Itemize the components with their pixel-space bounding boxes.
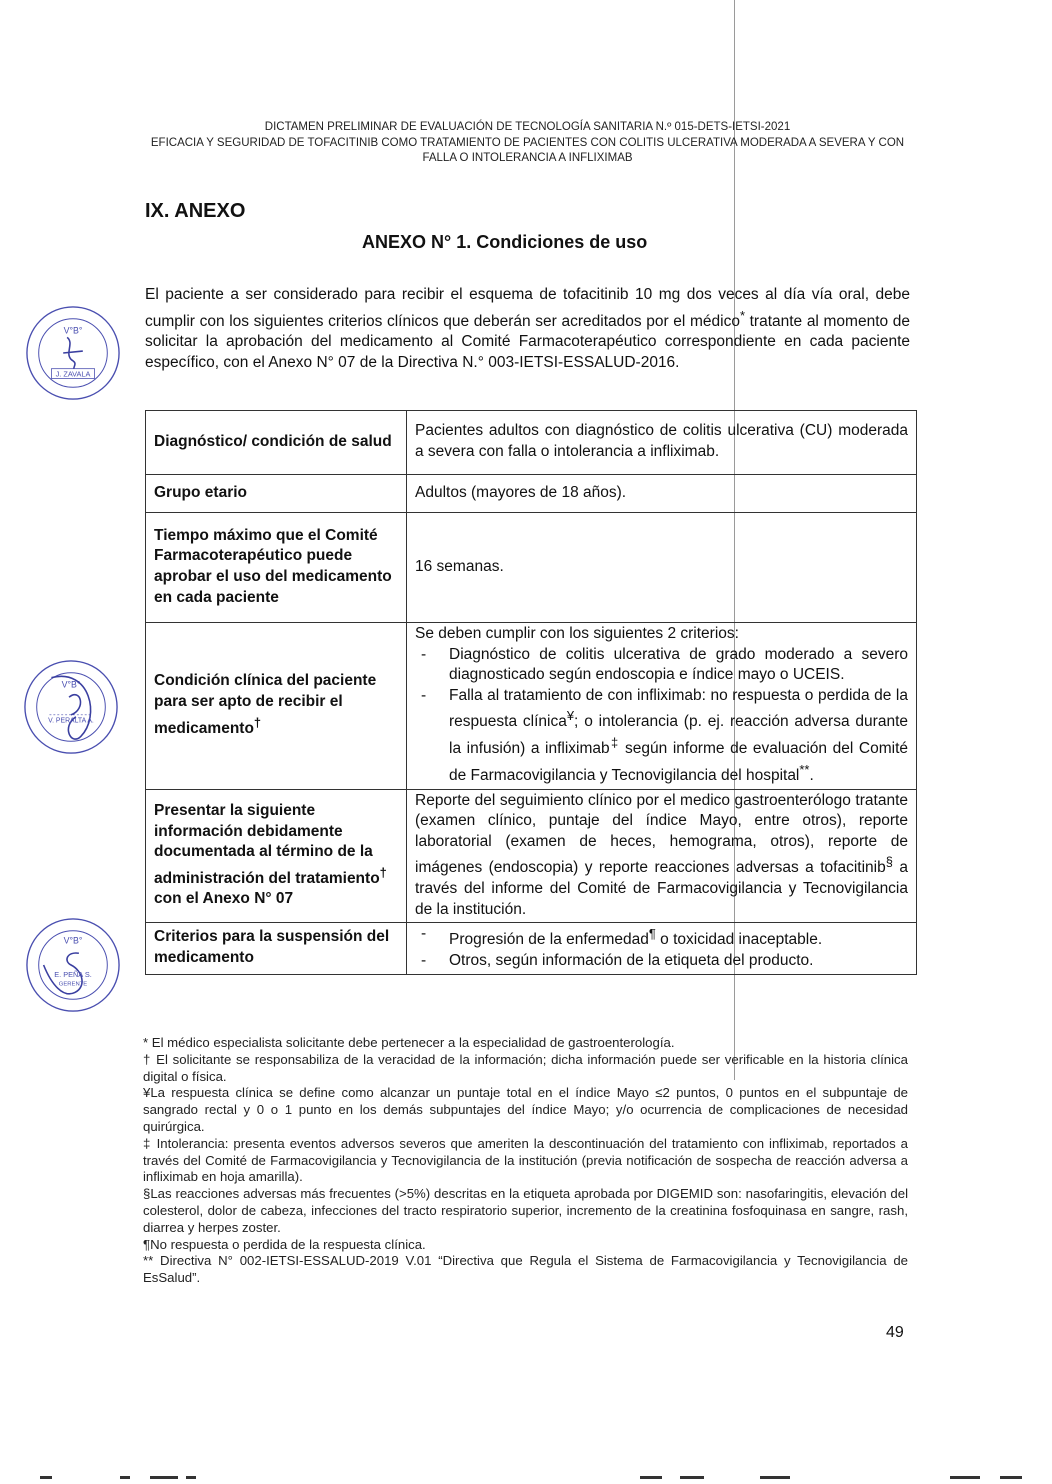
- footnote: † El solicitante se responsabiliza de la veracidad de la información; dicha información puede ser verificable en la historia clínica digital o física.: [143, 1051, 908, 1084]
- conditions-table: [145, 410, 917, 975]
- item-text: Falla al tratamiento de con infliximab: no respuesta o perdida de la respuesta clínica: [449, 686, 908, 731]
- row-value-text: a través del informe del Comité de Farmacovigilancia y Tecnovigilancia de la institución.: [415, 859, 908, 918]
- stamp-vb: V°B°: [63, 325, 83, 336]
- stamp-name: V. PERALTA A.: [48, 717, 94, 725]
- row-value: [407, 789, 917, 923]
- list-item: - Diagnóstico de colitis ulcerativa de grado moderado a severo diagnosticado según endoscopia e índice mayo o UCEIS.: [415, 645, 908, 686]
- stamp-vb: V°B°: [63, 935, 83, 946]
- intro-part-1: El paciente a ser considerado para recibir el esquema de tofacitinib 10 mg dos veces al día vía oral, debe cumplir con los siguientes criterios clínicos que deberán ser acreditados por el médico: [145, 286, 910, 330]
- table-row: [146, 475, 917, 513]
- header-line-1: DICTAMEN PRELIMINAR DE EVALUACIÓN DE TECNOLOGÍA SANITARIA N.º 015-DETS-IETSI-2021: [264, 121, 791, 133]
- row-label: Criterios para la suspensión del medicamento: [146, 923, 407, 974]
- header-line-2: EFICACIA Y SEGURIDAD DE TOFACITINIB COMO TRATAMIENTO DE PACIENTES CON COLITIS ULCERATIVA MODERADA A SEVERA Y CON: [150, 136, 905, 149]
- document-header: [140, 120, 915, 167]
- item-text: o toxicidad inaceptable.: [655, 931, 823, 949]
- row-value-text: Reporte del seguimiento clínico por el medico gastroenterólogo tratante (examen clínico, puntaje del índice Mayo, entre otros), reporte laboratorial (examen de heces, hemograma, otros), reporte de imágenes (endoscopia) y reporte reacciones adversas a tofacitinib: [415, 791, 908, 877]
- footnote-mark: †: [379, 864, 387, 880]
- page-number: 49: [886, 1324, 904, 1341]
- stamp-seal-icon: [24, 304, 122, 402]
- footnotes: [143, 1035, 908, 1287]
- stamp-seal-icon: [22, 658, 120, 756]
- scan-bottom-marks: [0, 1472, 1052, 1484]
- footnote-mark: §: [885, 854, 893, 870]
- footnote-mark: **: [799, 761, 810, 777]
- row-value: [407, 623, 917, 790]
- footnote-mark: †: [253, 714, 262, 730]
- list-item: [415, 686, 908, 787]
- approval-stamp-peralta: [22, 658, 120, 756]
- header-line-3: FALLA O INTOLERANCIA A INFLIXIMAB: [422, 152, 633, 164]
- intro-footnote-mark: *: [739, 307, 745, 323]
- row-value: 16 semanas.: [407, 513, 917, 623]
- table-row: [146, 923, 917, 974]
- table-row: [146, 411, 917, 475]
- table-row: [146, 623, 917, 790]
- stamp-name: J. ZAVALA: [55, 369, 91, 379]
- row-label-text: con el Anexo N° 07: [154, 890, 294, 908]
- stamp-role: GERENTE: [58, 981, 88, 988]
- item-text: ; o intolerancia (p. ej. reacción adversa durante la infusión) a infliximab: [449, 713, 908, 758]
- annex-title: ANEXO N° 1. Condiciones de uso: [362, 232, 648, 252]
- footnote: ¥La respuesta clínica se define como alcanzar un puntaje total en el índice Mayo ≤2 puntos, 0 puntos en el subpuntaje de sangrado rectal y 0 o 1 punto en los demás subpuntajes del índice Mayo; y/o ocurrencia de complicaciones de necesidad quirúrgica.: [143, 1085, 908, 1134]
- row-value: [407, 923, 917, 974]
- footnote: * El médico especialista solicitante debe pertenecer a la especialidad de gastroenterología.: [143, 1035, 675, 1050]
- stamp-name: E. PEÑA S.: [54, 969, 92, 979]
- approval-stamp-zavala: [24, 304, 122, 402]
- item-text: según informe de evaluación del Comité de Farmacovigilancia y Tecnovigilancia del hospital: [449, 740, 908, 785]
- row-label: Grupo etario: [146, 475, 407, 513]
- approval-stamp-pena: [24, 916, 122, 1014]
- footnote: ** Directiva N° 002-IETSI-ESSALUD-2019 V.01 “Directiva que Regula el Sistema de Farmacovigilancia y Tecnovigilancia de EsSalud”.: [143, 1253, 908, 1286]
- table-row: [146, 513, 917, 623]
- criteria-list: [415, 645, 908, 787]
- row-label: [146, 789, 407, 923]
- footnote-mark: ‡: [609, 735, 620, 751]
- row-value: Pacientes adultos con diagnóstico de colitis ulcerativa (CU) moderada a severa con falla o intolerancia a infliximab.: [407, 411, 917, 475]
- footnote-mark: ¶: [648, 926, 656, 942]
- list-item: - Otros, según información de la etiqueta del producto.: [415, 951, 908, 972]
- row-label-text: Condición clínica del paciente para ser apto de recibir el medicamento: [154, 672, 377, 737]
- list-item: [415, 924, 908, 951]
- footnote-mark: ¥: [566, 708, 575, 724]
- table-row: [146, 789, 917, 923]
- suspension-list: [415, 924, 908, 971]
- row-label-text: Presentar la siguiente información debidamente documentada al término de la administración del tratamiento: [154, 801, 380, 887]
- footnote: §Las reacciones adversas más frecuentes (>5%) descritas en la etiqueta aprobada por DIGEMID son: nasofaringitis, elevación del colesterol, dolor de cabeza, infecciones del tracto respiratorio superior, incremento de la creatinina fosfoquinasa en sangre, rash, diarrea y herpes zoster.: [143, 1186, 908, 1235]
- row-value: Adultos (mayores de 18 años).: [407, 475, 917, 513]
- footnote: ‡ Intolerancia: presenta eventos adversos severos que ameriten la descontinuación del tratamiento con infliximab, reportados a través del Comité de Farmacovigilancia y Tecnovigilancia de la institución (previa notificación de sospecha de reacción adversa a infliximab en hoja amarilla).: [143, 1135, 908, 1185]
- row-label: Diagnóstico/ condición de salud: [146, 411, 407, 475]
- intro-part-2: tratante al momento de solicitar la aprobación del medicamento al Comité Farmacoterapéutico correspondiente en cada paciente específico, con el Anexo N° 07 de la Directiva N.° 003-IETSI-ESSALUD-2016.: [145, 312, 910, 371]
- footnote: ¶No respuesta o perdida de la respuesta clínica.: [143, 1236, 426, 1252]
- row-label: Tiempo máximo que el Comité Farmacoterapéutico puede aprobar el uso del medicamento en cada paciente: [146, 513, 407, 623]
- row-label: [146, 623, 407, 790]
- section-title: IX. ANEXO: [145, 200, 246, 222]
- intro-paragraph: [145, 285, 910, 373]
- stamp-vb: V°B°: [61, 679, 81, 690]
- stamp-seal-icon: [24, 916, 122, 1014]
- item-text: .: [809, 767, 814, 785]
- item-text: Progresión de la enfermedad: [449, 931, 649, 949]
- criteria-intro: Se deben cumplir con los siguientes 2 criterios:: [415, 625, 739, 642]
